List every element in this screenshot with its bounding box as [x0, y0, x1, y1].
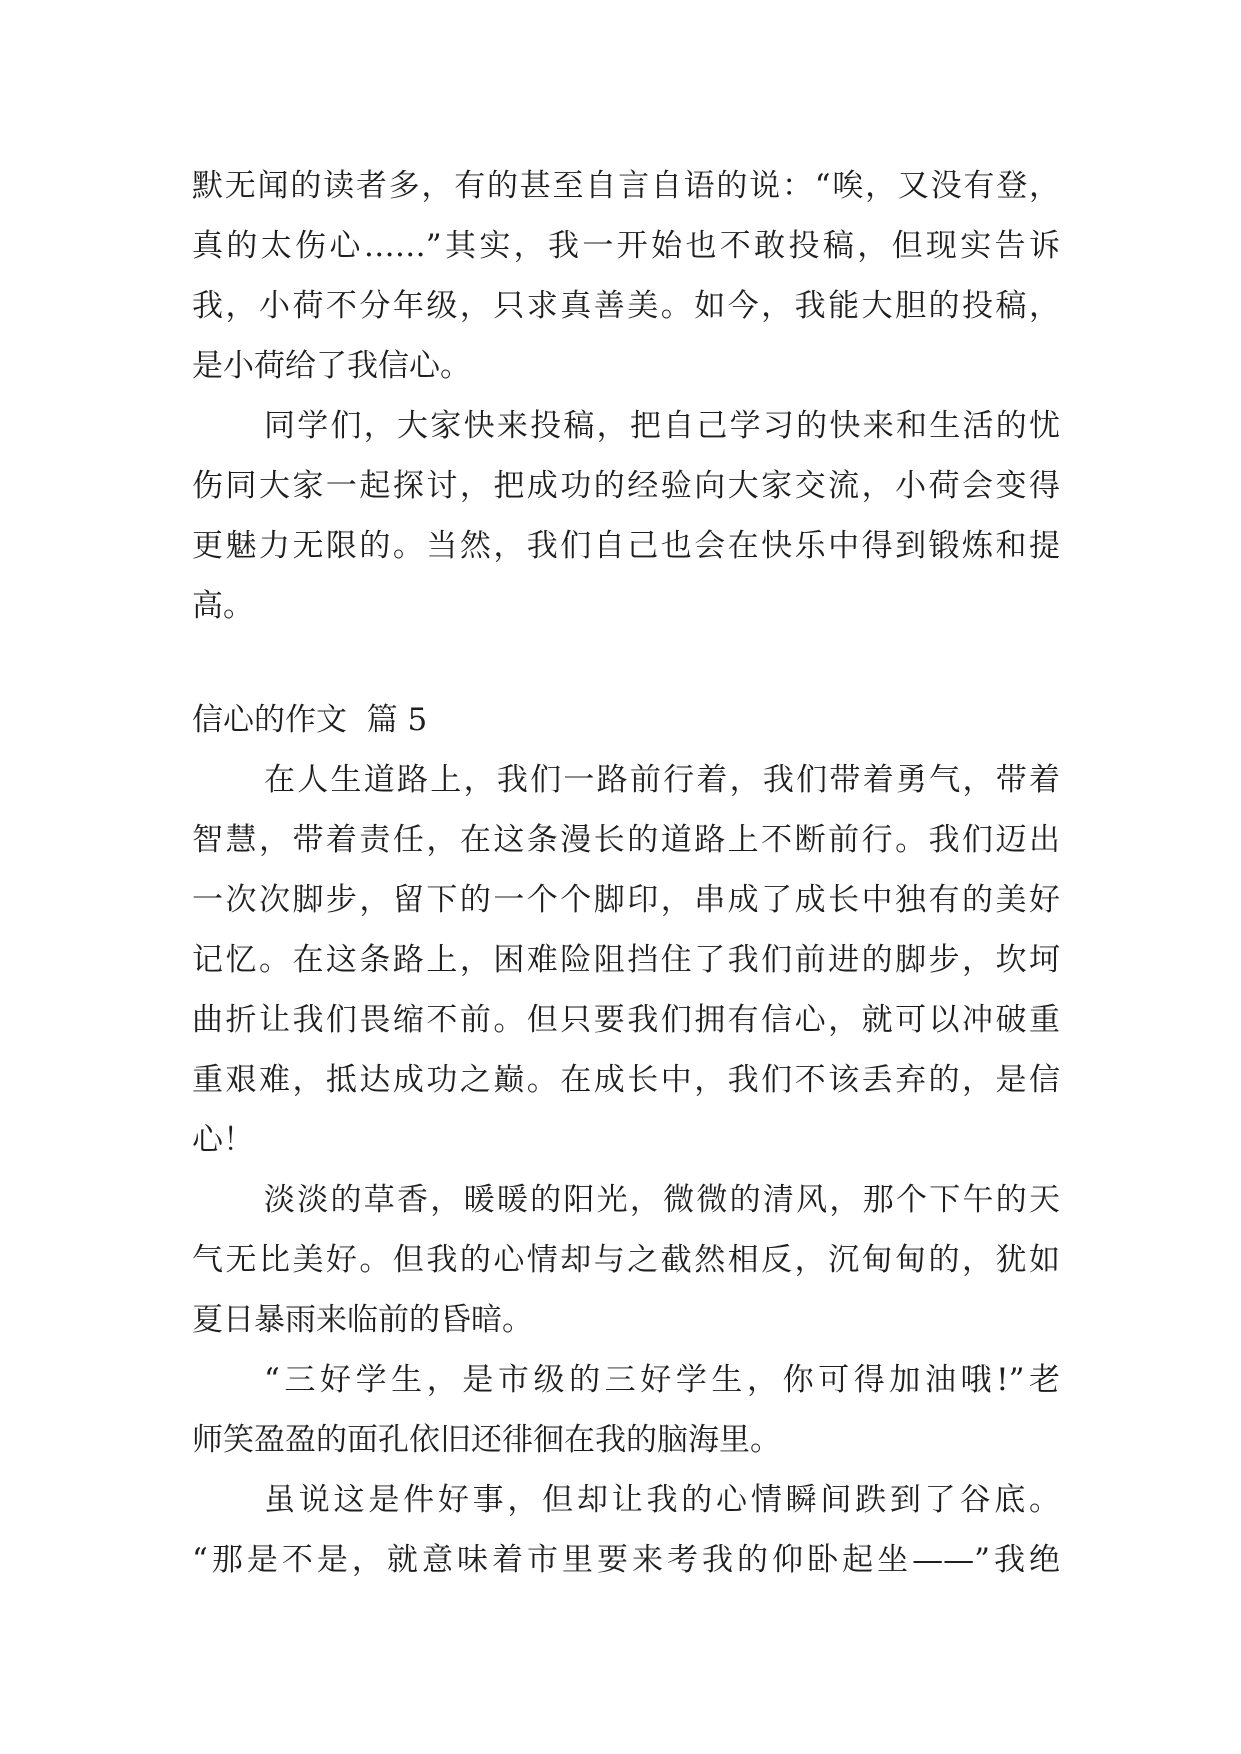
text-line: 在人生道路上，我们一路前行着，我们带着勇气，带着	[264, 762, 1060, 798]
text-line: 智慧，带着责任，在这条漫长的道路上不断前行。我们迈出	[192, 822, 1060, 858]
text-line: 虽说这是件好事，但却让我的心情瞬间跌到了谷底。	[264, 1482, 1060, 1518]
text-line: “三好学生，是市级的三好学生，你可得加油哦!”老	[264, 1362, 1060, 1398]
paragraph	[192, 396, 1060, 636]
text-line: 师笑盈盈的面孔依旧还徘徊在我的脑海里。	[192, 1422, 781, 1458]
paragraph	[192, 1470, 1060, 1590]
paragraph	[192, 750, 1060, 1170]
text-line: 一次次脚步，留下的一个个脚印，串成了成长中独有的美好	[192, 882, 1060, 918]
text-line: 默无闻的读者多，有的甚至自言自语的说：“唉，又没有登，	[192, 168, 1060, 204]
text-line: 记忆。在这条路上，困难险阻挡住了我们前进的脚步，坎坷	[192, 942, 1060, 978]
paragraph	[192, 1350, 1060, 1470]
text-line: 曲折让我们畏缩不前。但只要我们拥有信心，就可以冲破重	[192, 1002, 1060, 1038]
text-line: 是小荷给了我信心。	[192, 348, 471, 384]
text-line: 夏日暴雨来临前的昏暗。	[192, 1302, 533, 1338]
text-line: 高。	[192, 588, 254, 624]
section-heading: 信心的作文 篇 5	[192, 702, 428, 738]
text-line: 伤同大家一起探讨，把成功的经验向大家交流，小荷会变得	[192, 468, 1060, 504]
text-line: 真的太伤心……”其实，我一开始也不敢投稿，但现实告诉	[192, 228, 1060, 264]
paragraph	[192, 156, 1060, 396]
paragraph	[192, 1170, 1060, 1350]
text-line: 重艰难，抵达成功之巅。在成长中，我们不该丢弃的，是信	[192, 1062, 1060, 1098]
document-body	[192, 156, 1060, 1590]
text-line: 淡淡的草香，暖暖的阳光，微微的清风，那个下午的天	[264, 1182, 1060, 1218]
text-line: “那是不是，就意味着市里要来考我的仰卧起坐——”我绝	[192, 1542, 1060, 1578]
text-line: 同学们，大家快来投稿，把自己学习的快来和生活的忧	[264, 408, 1060, 444]
text-line: 心！	[192, 1122, 254, 1158]
text-line: 更魅力无限的。当然，我们自己也会在快乐中得到锻炼和提	[192, 528, 1060, 564]
text-line: 我，小荷不分年级，只求真善美。如今，我能大胆的投稿，	[192, 288, 1060, 324]
text-line: 气无比美好。但我的心情却与之截然相反，沉甸甸的，犹如	[192, 1242, 1060, 1278]
